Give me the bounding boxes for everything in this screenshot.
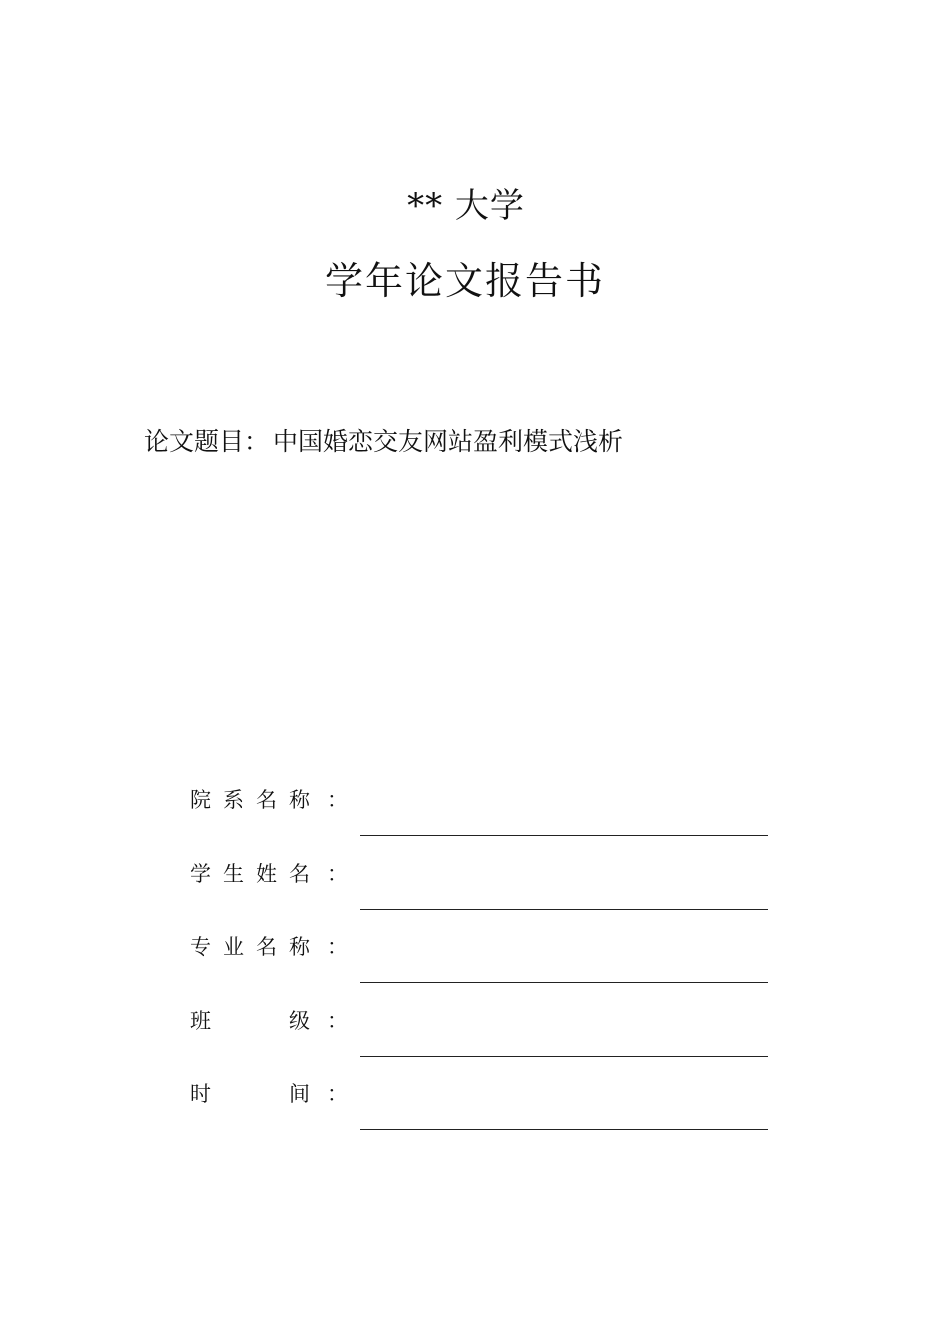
- form-row-class: [190, 1001, 770, 1075]
- report-title: 学年论文报告书: [324, 259, 605, 303]
- label-char: 名: [289, 861, 310, 886]
- form-label-major: [190, 929, 310, 965]
- department-input-line[interactable]: [360, 835, 768, 836]
- form-row-department: [190, 780, 770, 854]
- form-row-student-name: [190, 854, 770, 928]
- form-colon: ：: [327, 935, 348, 959]
- thesis-topic-value: 中国婚恋交友网站盈利模式浅析: [273, 427, 624, 456]
- class-input-line[interactable]: [360, 1056, 768, 1057]
- form-colon: ：: [327, 861, 348, 886]
- label-char: 院: [190, 788, 211, 812]
- label-char: 专: [190, 935, 211, 959]
- thesis-topic-label: 论文题目：: [144, 427, 270, 456]
- label-char: 班: [190, 1008, 211, 1033]
- form-row-date: [190, 1074, 770, 1148]
- label-char: 名: [256, 935, 277, 959]
- thesis-topic: [144, 424, 623, 460]
- label-char: 学: [190, 861, 211, 886]
- form-label-department: [190, 782, 310, 818]
- label-char: 姓: [256, 861, 277, 886]
- form-row-major: [190, 927, 770, 1001]
- student-name-input-line[interactable]: [360, 909, 768, 910]
- form-colon: ：: [327, 1082, 348, 1106]
- form-colon: ：: [327, 788, 348, 812]
- label-char: 系: [223, 788, 244, 812]
- info-form: [190, 780, 770, 1148]
- label-char: 级: [289, 1008, 310, 1033]
- date-input-line[interactable]: [360, 1129, 768, 1130]
- label-char: 间: [289, 1082, 310, 1106]
- form-label-class: [190, 1003, 310, 1039]
- label-char: 名: [256, 788, 277, 812]
- label-char: 称: [289, 935, 310, 959]
- major-input-line[interactable]: [360, 982, 768, 983]
- university-name: ** 大学: [407, 186, 525, 226]
- form-label-date: [190, 1076, 310, 1112]
- label-char: 生: [223, 861, 244, 886]
- label-char: 时: [190, 1082, 211, 1106]
- label-char: 称: [289, 788, 310, 812]
- form-colon: ：: [327, 1008, 348, 1033]
- form-label-student-name: [190, 856, 310, 892]
- label-char: 业: [223, 935, 244, 959]
